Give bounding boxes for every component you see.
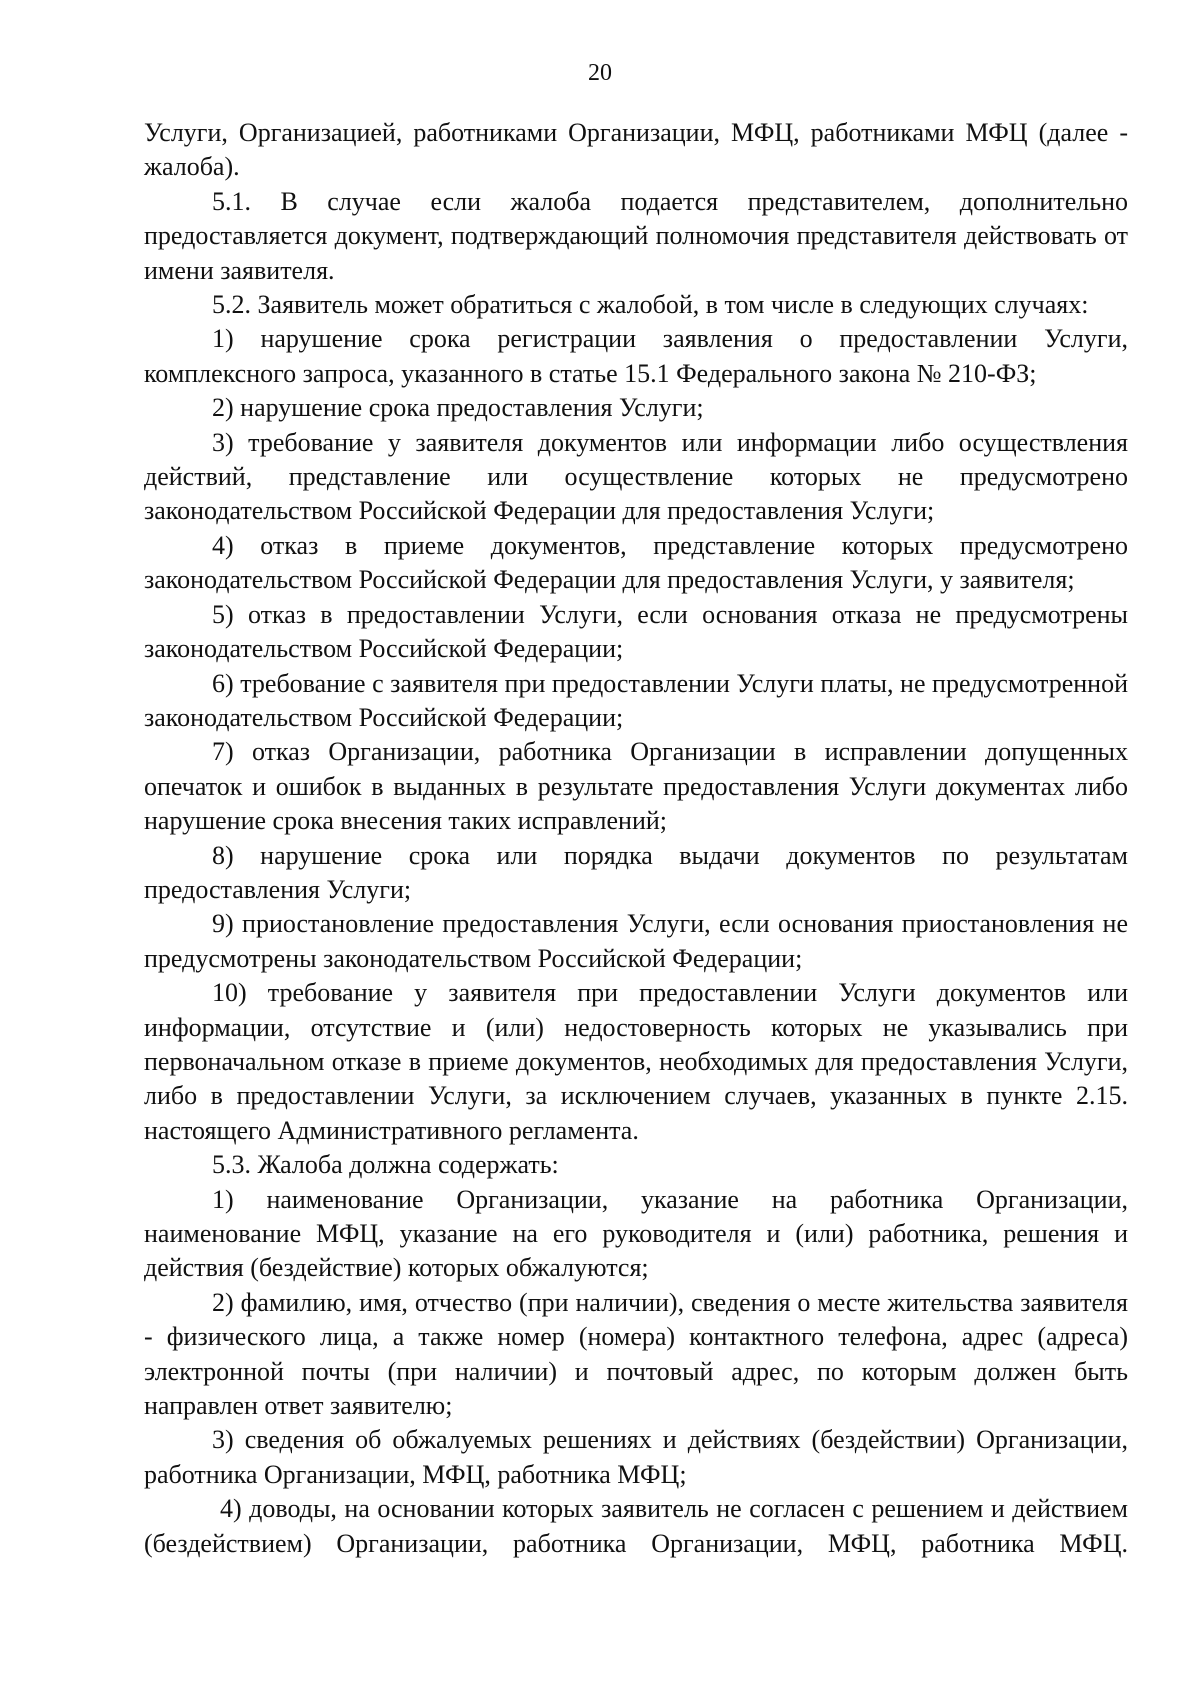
list-item-5-2-9: 9) приостановление предоставления Услуги, если основания приостановления не предусмотрены законодательством Российской Федерации; (144, 909, 1128, 973)
paragraph-continuation: Услуги, Организацией, работниками Организации, МФЦ, работниками МФЦ (далее - жалоба). (144, 118, 1128, 182)
list-item-5-3-4: 4) доводы, на основании которых заявитель не согласен с решением и действием (бездействием) Организации, работника Организации, МФЦ, работника МФЦ. (144, 1494, 1128, 1558)
list-item-5-3-3: 3) сведения об обжалуемых решениях и действиях (бездействии) Организации, работника Организации, МФЦ, работника МФЦ; (144, 1425, 1128, 1489)
list-item-5-2-1: 1) нарушение срока регистрации заявления о предоставлении Услуги, комплексного запроса, указанного в статье 15.1 Федерального закона № 210-ФЗ; (144, 324, 1128, 388)
list-item-5-2-6: 6) требование с заявителя при предоставлении Услуги платы, не предусмотренной законодательством Российской Федерации; (144, 668, 1128, 732)
list-item-5-2-8: 8) нарушение срока или порядка выдачи документов по результатам предоставления Услуги; (144, 840, 1128, 904)
list-item-5-2-5: 5) отказ в предоставлении Услуги, если основания отказа не предусмотрены законодательством Российской Федерации; (144, 599, 1128, 664)
list-item-5-2-3: 3) требование у заявителя документов или информации либо осуществления действий, представление или осуществление которых не предусмотрено законодательством Российской Федерации для предоставления Услуги; (144, 427, 1128, 526)
list-item-5-2-7: 7) отказ Организации, работника Организации в исправлении допущенных опечаток и ошибок в выданных в результате предоставления Услуги документах либо нарушение срока внесения таких исправлений; (144, 737, 1128, 836)
list-item-5-2-2: 2) нарушение срока предоставления Услуги; (212, 393, 704, 423)
paragraph-5-1: 5.1. В случае если жалоба подается представителем, дополнительно предоставляется документ, подтверждающий полномочия представителя действовать от имени заявителя. (144, 186, 1128, 285)
paragraph-5-3: 5.3. Жалоба должна содержать: (212, 1150, 559, 1180)
page-number: 20 (588, 60, 612, 86)
list-item-5-3-1: 1) наименование Организации, указание на работника Организации, наименование МФЦ, указание на его руководителя и (или) работника, решения и действия (бездействие) которых обжалуются; (144, 1184, 1128, 1283)
document-body (144, 116, 1128, 1561)
list-item-5-2-4: 4) отказ в приеме документов, представление которых предусмотрено законодательством Российской Федерации для предоставления Услуги, у заявителя; (144, 530, 1128, 595)
list-item-5-2-10: 10) требование у заявителя при предоставлении Услуги документов или информации, отсутствие и (или) недостоверность которых не указывались при первоначальном отказе в приеме документов, необходимых для предоставления Услуги, либо в предоставлении Услуги, за исключением случаев, указанных в пункте 2.15. настоящего Административного регламента. (144, 978, 1128, 1145)
list-item-5-3-2: 2) фамилию, имя, отчество (при наличии), сведения о месте жительства заявителя - физического лица, а также номер (номера) контактного телефона, адрес (адреса) электронной почты (при наличии) и почтовый адрес, по которым должен быть направлен ответ заявителю; (144, 1287, 1128, 1421)
paragraph-5-2: 5.2. Заявитель может обратиться с жалобой, в том числе в следующих случаях: (212, 290, 1089, 320)
